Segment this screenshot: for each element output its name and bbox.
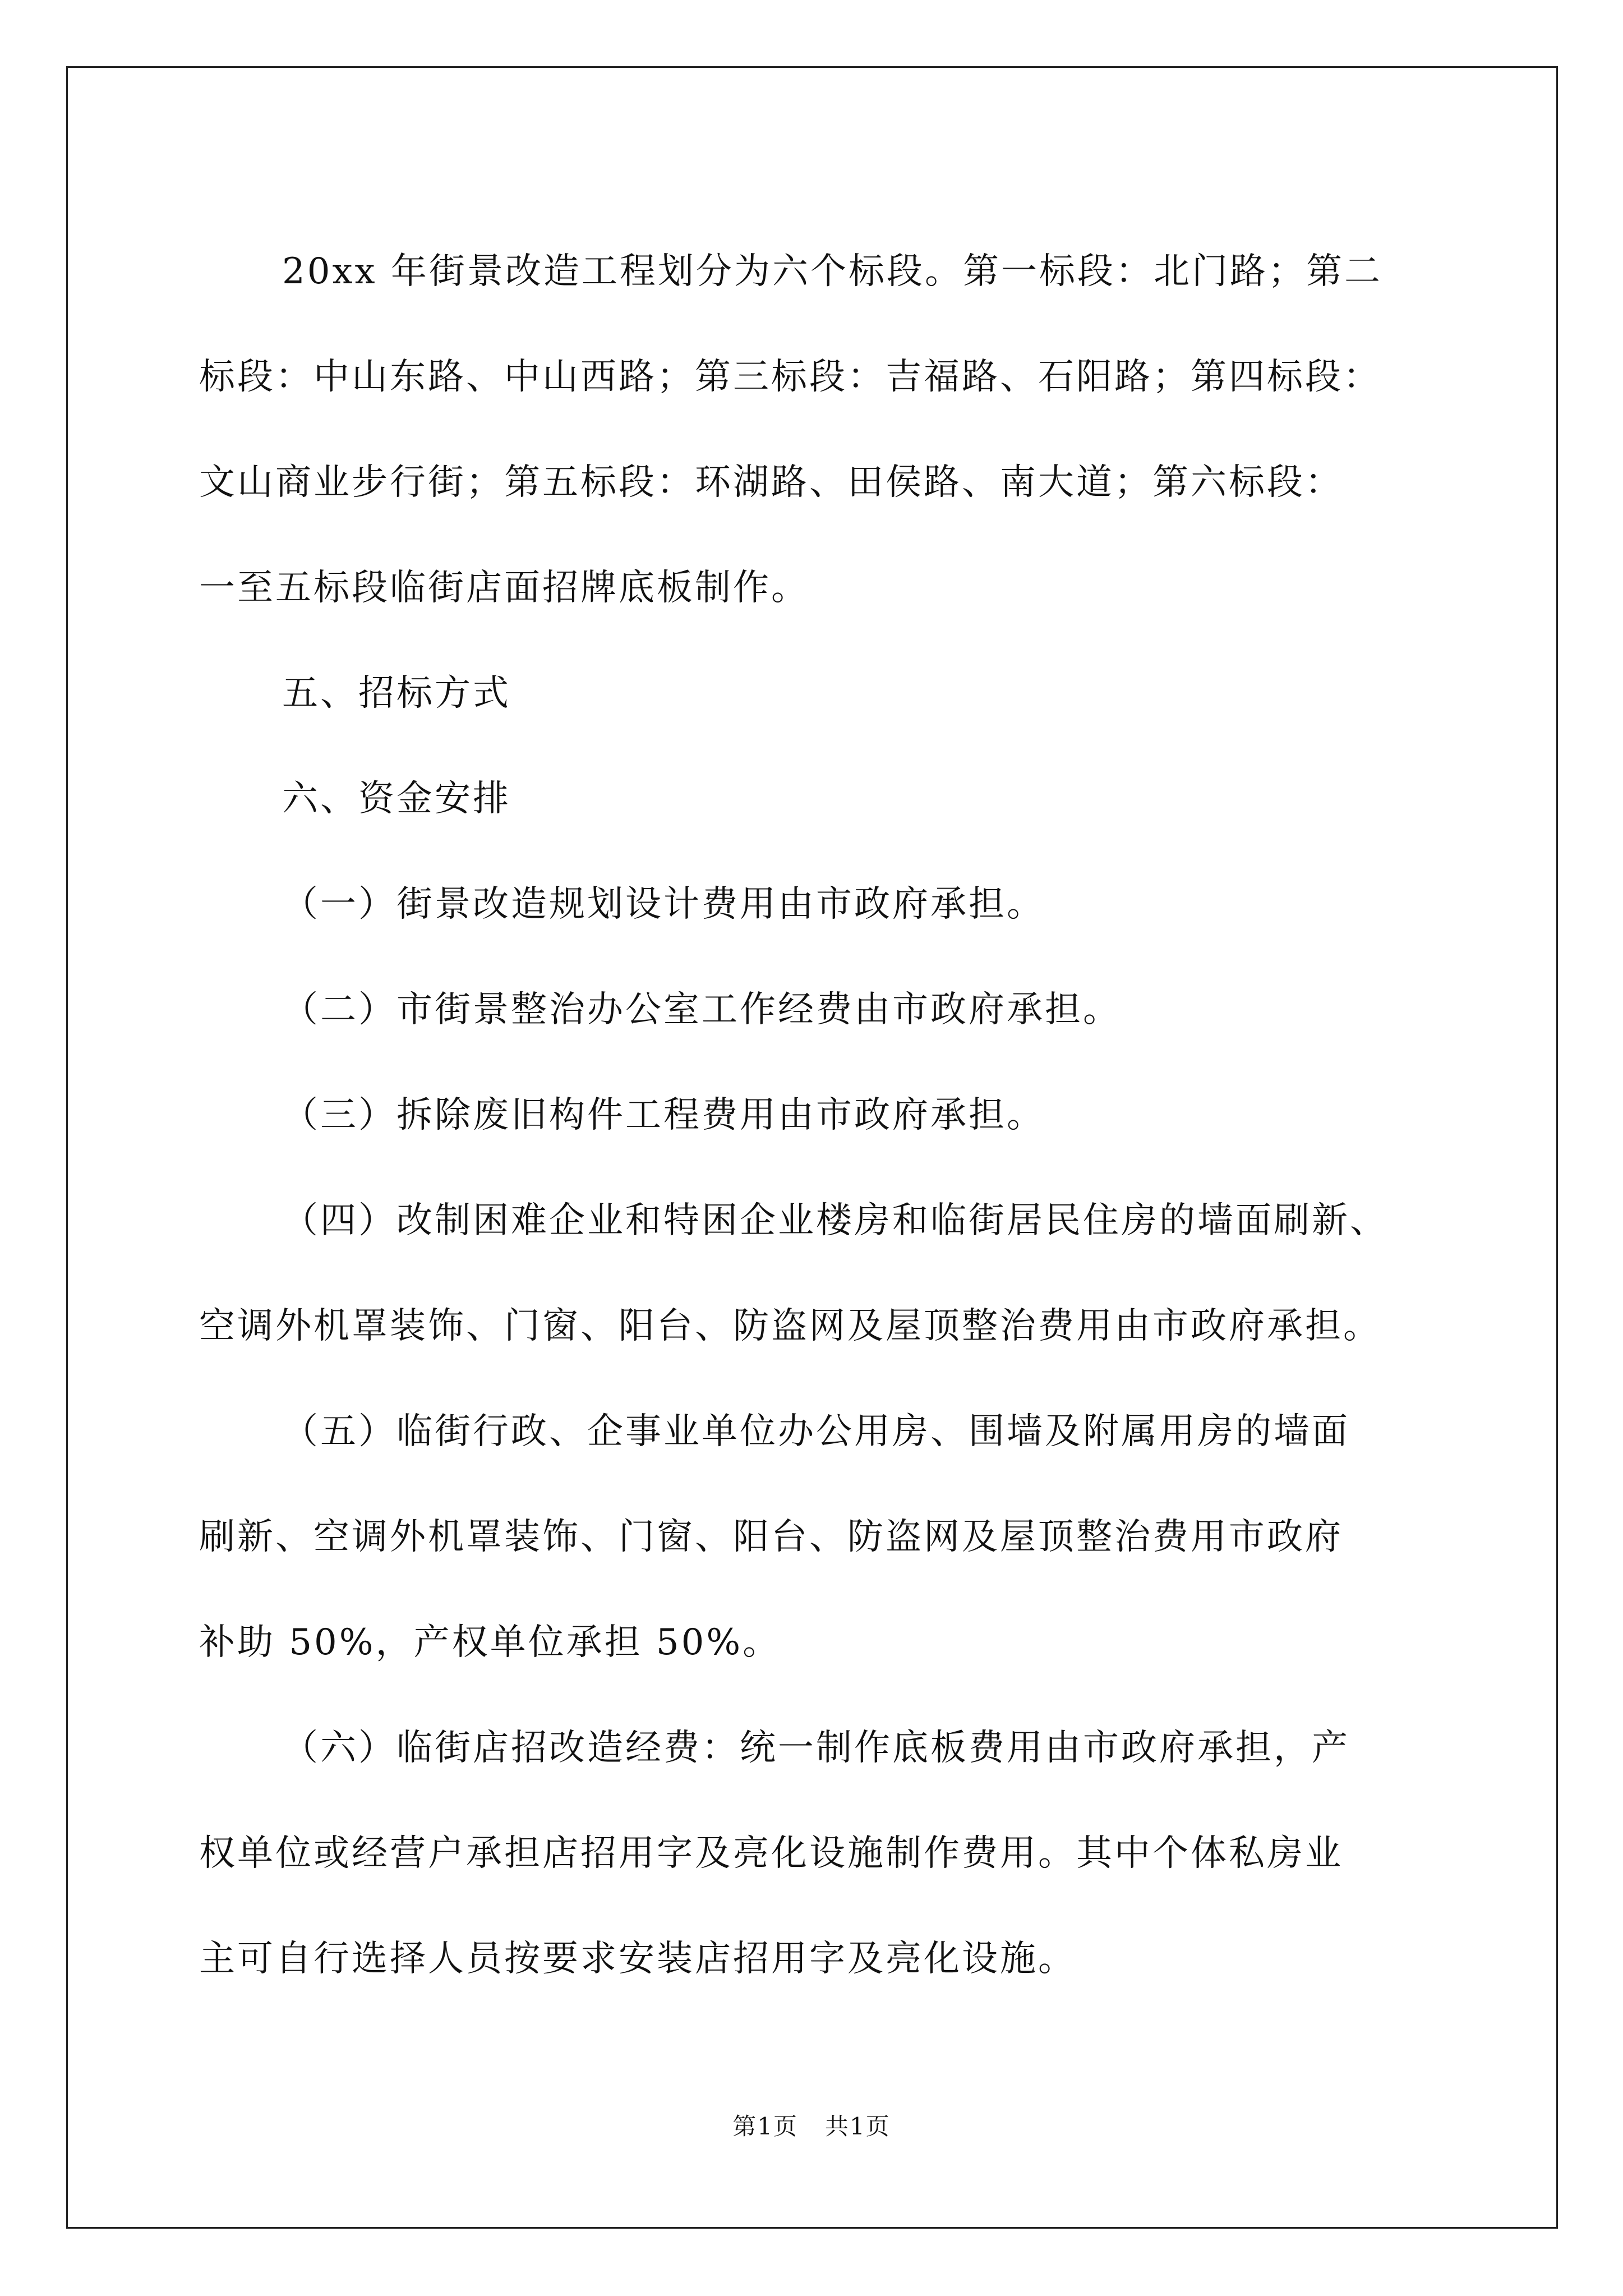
text-line: 20xx 年街景改造工程划分为六个标段。第一标段：北门路；第二	[282, 251, 1382, 292]
text-line: 一至五标段临街店面招牌底板制作。	[199, 567, 809, 609]
text-line: 权单位或经营户承担店招用字及亮化设施制作费用。其中个体私房业	[199, 1833, 1343, 1874]
page-number-current: 第1页	[732, 2113, 798, 2140]
text-line: （六）临街店招改造经费：统一制作底板费用由市政府承担，产	[282, 1727, 1350, 1769]
text-line: （三）拆除废旧构件工程费用由市政府承担。	[282, 1094, 1045, 1136]
text-line: （五）临街行政、企事业单位办公用房、围墙及附属用房的墙面	[282, 1411, 1350, 1452]
text-line: 标段：中山东路、中山西路；第三标段：吉福路、石阳路；第四标段：	[199, 356, 1381, 398]
text-line: （四）改制困难企业和特困企业楼房和临街居民住房的墙面刷新、	[282, 1200, 1388, 1241]
text-line: （二）市街景整治办公室工作经费由市政府承担。	[282, 989, 1121, 1030]
text-line: 补助 50%，产权单位承担 50%。	[199, 1622, 781, 1663]
text-line: 空调外机罩装饰、门窗、阳台、防盗网及屋顶整治费用由市政府承担。	[199, 1305, 1381, 1347]
page-number-total: 共1页	[825, 2113, 891, 2140]
document-body	[199, 219, 1455, 2012]
text-line: 五、招标方式	[282, 673, 511, 714]
text-line: 主可自行选择人员按要求安装店招用字及亮化设施。	[199, 1938, 1076, 1980]
text-line: 刷新、空调外机罩装饰、门窗、阳台、防盗网及屋顶整治费用市政府	[199, 1516, 1343, 1558]
text-line: （一）街景改造规划设计费用由市政府承担。	[282, 884, 1045, 925]
text-line: 六、资金安排	[282, 778, 511, 820]
text-line: 文山商业步行街；第五标段：环湖路、田侯路、南大道；第六标段：	[199, 462, 1343, 503]
page-footer	[0, 2108, 1623, 2142]
